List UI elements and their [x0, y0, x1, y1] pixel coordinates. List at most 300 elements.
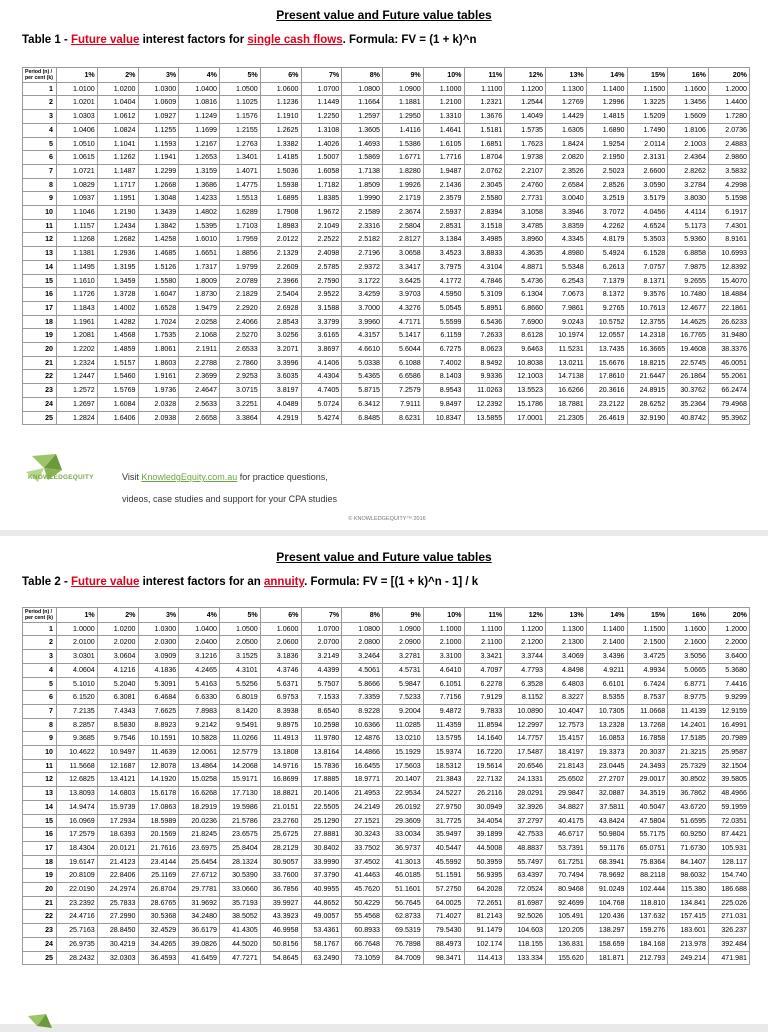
factor-cell: 134.841 — [668, 896, 709, 910]
factor-cell: 60.9250 — [668, 828, 709, 842]
factor-cell: 91.1479 — [464, 924, 505, 938]
factor-cell: 20.1407 — [383, 773, 424, 787]
factor-cell: 16.7765 — [668, 329, 709, 343]
factor-cell: 1.1400 — [586, 82, 627, 96]
factor-cell: 3.3417 — [383, 260, 424, 274]
factor-cell: 1.7490 — [627, 123, 668, 137]
factor-cell: 1.6047 — [138, 288, 179, 302]
rate-header: 7% — [301, 608, 342, 623]
factor-cell: 23.4144 — [138, 855, 179, 869]
factor-cell: 3.9960 — [342, 315, 383, 329]
factor-cell: 3.2784 — [668, 178, 709, 192]
factor-cell: 4.7405 — [301, 384, 342, 398]
factor-cell: 2.0800 — [342, 636, 383, 650]
factor-cell: 16.0969 — [57, 814, 98, 828]
factor-cell: 18.8821 — [260, 787, 301, 801]
factor-cell: 2.1829 — [220, 288, 261, 302]
factor-cell: 18.9771 — [342, 773, 383, 787]
factor-cell: 4.3104 — [464, 260, 505, 274]
factor-cell: 79.4968 — [709, 397, 750, 411]
factor-cell: 6.6330 — [179, 691, 220, 705]
factor-cell: 30.4219 — [97, 937, 138, 951]
factor-cell: 2.1200 — [505, 636, 546, 650]
factor-cell: 1.5513 — [220, 192, 261, 206]
factor-cell: 1.3108 — [301, 123, 342, 137]
period-cell: 2 — [23, 96, 57, 110]
factor-cell: 1.1487 — [97, 164, 138, 178]
factor-cell: 5.5599 — [423, 315, 464, 329]
factor-cell: 75.8364 — [627, 855, 668, 869]
table-row — [23, 622, 750, 636]
factor-cell: 3.3421 — [464, 650, 505, 664]
factor-cell: 1.0612 — [97, 110, 138, 124]
factor-cell: 1.6895 — [260, 192, 301, 206]
table-row — [23, 329, 750, 343]
factor-cell: 34.8827 — [546, 800, 587, 814]
factor-cell: 1.0900 — [383, 622, 424, 636]
factor-cell: 3.8359 — [546, 219, 587, 233]
factor-cell: 1.2202 — [57, 343, 98, 357]
factor-cell: 1.6406 — [97, 411, 138, 425]
factor-cell: 2.8531 — [423, 219, 464, 233]
factor-cell: 14.2068 — [220, 759, 261, 773]
factor-cell: 14.9474 — [57, 800, 98, 814]
factor-cell: 32.1504 — [709, 759, 750, 773]
factor-cell: 2.1068 — [179, 329, 220, 343]
factor-cell: 26.1864 — [668, 370, 709, 384]
factor-cell: 118.810 — [627, 896, 668, 910]
factor-cell: 4.2919 — [260, 411, 301, 425]
factor-cell: 14.1640 — [464, 732, 505, 746]
factor-cell: 5.0338 — [342, 356, 383, 370]
factor-cell: 63.4397 — [505, 869, 546, 883]
factor-cell: 2.1600 — [668, 636, 709, 650]
table2-highlight-future-value: Future value — [71, 576, 140, 588]
table-row — [23, 841, 750, 855]
factor-cell: 29.3609 — [383, 814, 424, 828]
factor-cell: 3.1384 — [423, 233, 464, 247]
factor-cell: 4.6410 — [423, 663, 464, 677]
factor-cell: 7.6900 — [505, 315, 546, 329]
factor-cell: 79.5430 — [423, 924, 464, 938]
table2-title — [22, 576, 478, 588]
factor-cell: 1.1000 — [423, 82, 464, 96]
factor-cell: 9.2142 — [179, 718, 220, 732]
factor-cell: 271.031 — [709, 910, 750, 924]
factor-cell: 2.1950 — [586, 151, 627, 165]
knowledgequity-link[interactable]: KnowledgEquity.com.au — [141, 472, 238, 482]
factor-cell: 4.4114 — [668, 206, 709, 220]
factor-cell: 3.1588 — [301, 301, 342, 315]
factor-cell: 7.2135 — [57, 704, 98, 718]
factor-cell: 11.4639 — [138, 746, 179, 760]
period-cell: 20 — [23, 883, 57, 897]
factor-cell: 25.6454 — [179, 855, 220, 869]
factor-cell: 118.155 — [505, 937, 546, 951]
factor-cell: 91.0249 — [586, 883, 627, 897]
factor-cell: 8.3938 — [260, 704, 301, 718]
factor-cell: 76.7898 — [383, 937, 424, 951]
factor-cell: 1.3195 — [97, 260, 138, 274]
factor-cell: 41.4463 — [342, 869, 383, 883]
factor-cell: 41.3013 — [383, 855, 424, 869]
knowledgequity-logo-icon-2 — [22, 1012, 82, 1032]
table-row — [23, 356, 750, 370]
factor-cell: 1.9926 — [383, 178, 424, 192]
factor-cell: 3.1722 — [342, 274, 383, 288]
factor-cell: 26.0192 — [383, 800, 424, 814]
factor-cell: 1.4002 — [97, 301, 138, 315]
factor-cell: 2.1100 — [464, 636, 505, 650]
factor-cell: 1.1236 — [260, 96, 301, 110]
factor-cell: 2.0122 — [260, 233, 301, 247]
table-row — [23, 759, 750, 773]
factor-cell: 31.7725 — [423, 814, 464, 828]
table-row — [23, 773, 750, 787]
rate-header: 20% — [709, 68, 750, 83]
factor-cell: 5.0665 — [668, 663, 709, 677]
factor-cell: 34.4054 — [464, 814, 505, 828]
factor-cell: 1.0200 — [97, 622, 138, 636]
factor-cell: 13.0210 — [383, 732, 424, 746]
factor-cell: 1.5609 — [668, 110, 709, 124]
table-row — [23, 650, 750, 664]
factor-cell: 28.2432 — [57, 951, 98, 965]
period-cell: 16 — [23, 288, 57, 302]
factor-cell: 1.9161 — [138, 370, 179, 384]
rate-header: 12% — [505, 608, 546, 623]
factor-cell: 3.8197 — [260, 384, 301, 398]
factor-cell: 29.7781 — [179, 883, 220, 897]
factor-cell: 8.2857 — [57, 718, 98, 732]
period-cell: 11 — [23, 759, 57, 773]
factor-cell: 2.4098 — [301, 247, 342, 261]
factor-cell: 11.4913 — [260, 732, 301, 746]
rate-header: 16% — [668, 608, 709, 623]
factor-cell: 3.6400 — [709, 650, 750, 664]
factor-cell: 4.2998 — [709, 178, 750, 192]
factor-cell: 1.1726 — [57, 288, 98, 302]
period-cell: 8 — [23, 718, 57, 732]
factor-cell: 1.1610 — [57, 274, 98, 288]
factor-cell: 5.8666 — [342, 677, 383, 691]
factor-cell: 1.4693 — [342, 137, 383, 151]
factor-cell: 13.5855 — [464, 411, 505, 425]
factor-cell: 7.3359 — [342, 691, 383, 705]
footer — [22, 448, 752, 528]
factor-cell: 15.7836 — [301, 759, 342, 773]
factor-cell: 21.6447 — [627, 370, 668, 384]
factor-cell: 65.0751 — [627, 841, 668, 855]
factor-cell: 39.9927 — [260, 896, 301, 910]
factor-cell: 66.2474 — [709, 384, 750, 398]
factor-cell: 1.8509 — [342, 178, 383, 192]
factor-cell: 1.5395 — [179, 219, 220, 233]
factor-cell: 13.5523 — [505, 384, 546, 398]
factor-cell: 14.2401 — [668, 718, 709, 732]
factor-cell: 17.8885 — [301, 773, 342, 787]
factor-cell: 31.9692 — [179, 896, 220, 910]
factor-cell: 3.4259 — [342, 288, 383, 302]
factor-cell: 1.9487 — [423, 164, 464, 178]
factor-cell: 6.6101 — [586, 677, 627, 691]
factor-cell: 17.5185 — [668, 732, 709, 746]
rate-header: 16% — [668, 68, 709, 83]
factor-cell: 22.5745 — [668, 356, 709, 370]
factor-cell: 1.0200 — [97, 82, 138, 96]
factor-cell: 3.1525 — [220, 650, 261, 664]
factor-cell: 1.1699 — [179, 123, 220, 137]
factor-cell: 43.6720 — [668, 800, 709, 814]
factor-cell: 1.0700 — [301, 622, 342, 636]
footer-line-2: videos, case studies and support for your CPA studies — [122, 494, 337, 504]
factor-cell: 1.0100 — [57, 82, 98, 96]
factor-cell: 81.6987 — [505, 896, 546, 910]
factor-cell: 2.8543 — [260, 315, 301, 329]
factor-cell: 2.0200 — [97, 636, 138, 650]
factor-cell: 5.3091 — [138, 677, 179, 691]
factor-cell: 5.8715 — [342, 384, 383, 398]
factor-cell: 43.3923 — [260, 910, 301, 924]
period-cell: 18 — [23, 855, 57, 869]
factor-cell: 19.6147 — [57, 855, 98, 869]
factor-cell: 1.9799 — [220, 260, 261, 274]
period-cell: 2 — [23, 636, 57, 650]
factor-cell: 21.3215 — [668, 746, 709, 760]
factor-cell: 1.0829 — [57, 178, 98, 192]
factor-cell: 1.4185 — [260, 151, 301, 165]
factor-cell: 5.3503 — [627, 233, 668, 247]
factor-cell: 22.7132 — [464, 773, 505, 787]
factor-cell: 1.2668 — [138, 178, 179, 192]
factor-cell: 128.117 — [709, 855, 750, 869]
factor-cell: 3.3864 — [220, 411, 261, 425]
factor-cell: 6.1520 — [57, 691, 98, 705]
factor-cell: 1.2434 — [97, 219, 138, 233]
rate-header: 4% — [179, 68, 220, 83]
factor-cell: 11.0668 — [627, 704, 668, 718]
factor-cell: 184.168 — [627, 937, 668, 951]
factor-cell: 6.3081 — [97, 691, 138, 705]
factor-cell: 2.0736 — [709, 123, 750, 137]
factor-cell: 2.9372 — [342, 260, 383, 274]
factor-cell: 2.2788 — [179, 356, 220, 370]
factor-cell: 5.8951 — [464, 301, 505, 315]
factor-cell: 7.6625 — [138, 704, 179, 718]
factor-cell: 4.8179 — [586, 233, 627, 247]
period-cell: 25 — [23, 951, 57, 965]
factor-cell: 28.1324 — [220, 855, 261, 869]
period-cell: 5 — [23, 137, 57, 151]
table-row — [23, 192, 750, 206]
factor-cell: 10.9497 — [97, 746, 138, 760]
period-cell: 13 — [23, 247, 57, 261]
factor-cell: 1.9479 — [179, 301, 220, 315]
factor-cell: 3.0604 — [97, 650, 138, 664]
factor-cell: 3.4725 — [627, 650, 668, 664]
factor-cell: 1.6851 — [464, 137, 505, 151]
factor-cell: 1.2625 — [260, 123, 301, 137]
factor-cell: 1.2000 — [709, 82, 750, 96]
factor-cell: 28.0291 — [505, 787, 546, 801]
factor-cell: 1.4429 — [546, 110, 587, 124]
factor-cell: 2.5633 — [179, 397, 220, 411]
factor-cell: 1.6890 — [586, 123, 627, 137]
factor-cell: 105.931 — [709, 841, 750, 855]
factor-cell: 2.3966 — [260, 274, 301, 288]
factor-cell: 73.1059 — [342, 951, 383, 965]
rate-header: 20% — [709, 608, 750, 623]
factor-cell: 1.5580 — [138, 274, 179, 288]
factor-cell: 1.1961 — [57, 315, 98, 329]
factor-cell: 1.2769 — [546, 96, 587, 110]
period-cell: 3 — [23, 110, 57, 124]
rate-header: 14% — [586, 68, 627, 83]
period-cell: 8 — [23, 178, 57, 192]
factor-cell: 72.2651 — [464, 896, 505, 910]
factor-cell: 4.3635 — [505, 247, 546, 261]
factor-cell: 2.6533 — [220, 343, 261, 357]
factor-cell: 1.1025 — [220, 96, 261, 110]
factor-cell: 2.2609 — [260, 260, 301, 274]
factor-cell: 7.1379 — [586, 274, 627, 288]
factor-cell: 6.4684 — [138, 691, 179, 705]
factor-cell: 12.2392 — [464, 397, 505, 411]
rate-header: 11% — [464, 68, 505, 83]
factor-cell: 25.7163 — [57, 924, 98, 938]
factor-cell: 12.9159 — [709, 704, 750, 718]
factor-cell: 14.4866 — [342, 746, 383, 760]
factor-cell: 5.3109 — [464, 288, 505, 302]
factor-cell: 49.0057 — [301, 910, 342, 924]
factor-cell: 1.0721 — [57, 164, 98, 178]
factor-cell: 3.2519 — [586, 192, 627, 206]
factor-cell: 44.5020 — [220, 937, 261, 951]
factor-cell: 5.4736 — [505, 274, 546, 288]
factor-cell: 28.2129 — [260, 841, 301, 855]
factor-cell: 92.5026 — [505, 910, 546, 924]
factor-cell: 20.6546 — [505, 759, 546, 773]
factor-cell: 1.6105 — [423, 137, 464, 151]
factor-cell: 1.4815 — [586, 110, 627, 124]
factor-cell: 12.0557 — [586, 329, 627, 343]
factor-cell: 24.2149 — [342, 800, 383, 814]
factor-cell: 53.4361 — [301, 924, 342, 938]
factor-cell: 186.688 — [709, 883, 750, 897]
factor-cell: 29.0017 — [627, 773, 668, 787]
factor-cell: 24.1331 — [505, 773, 546, 787]
factor-cell: 16.6455 — [342, 759, 383, 773]
factor-cell: 14.6803 — [97, 787, 138, 801]
factor-cell: 12.8078 — [138, 759, 179, 773]
factor-cell: 6.8660 — [505, 301, 546, 315]
page-title: Present value and Future value tables — [276, 8, 492, 22]
factor-cell: 7.9111 — [383, 397, 424, 411]
factor-cell: 6.2278 — [464, 677, 505, 691]
factor-cell: 59.1959 — [709, 800, 750, 814]
factor-cell: 1.1664 — [342, 96, 383, 110]
factor-cell: 40.8742 — [668, 411, 709, 425]
factor-cell: 10.7613 — [627, 301, 668, 315]
period-cell: 3 — [23, 650, 57, 664]
factor-cell: 20.8109 — [57, 869, 98, 883]
factor-cell: 1.0615 — [57, 151, 98, 165]
factor-cell: 37.3790 — [301, 869, 342, 883]
period-cell: 12 — [23, 773, 57, 787]
factor-cell: 24.2974 — [97, 883, 138, 897]
factor-cell: 60.8933 — [342, 924, 383, 938]
factor-cell: 1.3048 — [138, 192, 179, 206]
factor-cell: 1.2167 — [179, 137, 220, 151]
footer-visit-line — [122, 472, 328, 482]
factor-cell: 18.6393 — [97, 828, 138, 842]
factor-cell: 71.6730 — [668, 841, 709, 855]
factor-cell: 2.4364 — [668, 151, 709, 165]
factor-cell: 22.0190 — [57, 883, 98, 897]
factor-cell: 16.7858 — [627, 732, 668, 746]
factor-cell: 6.8858 — [668, 247, 709, 261]
factor-cell: 1.9254 — [586, 137, 627, 151]
factor-cell: 14.7757 — [505, 732, 546, 746]
period-cell: 10 — [23, 206, 57, 220]
factor-cell: 10.4047 — [546, 704, 587, 718]
factor-cell: 11.9780 — [301, 732, 342, 746]
period-cell: 16 — [23, 828, 57, 842]
factor-cell: 1.1041 — [97, 137, 138, 151]
factor-cell: 1.0300 — [138, 82, 179, 96]
factor-cell: 51.1591 — [423, 869, 464, 883]
factor-cell: 6.1528 — [627, 247, 668, 261]
factor-cell: 9.2765 — [586, 301, 627, 315]
factor-cell: 2.3131 — [627, 151, 668, 165]
factor-cell: 1.5460 — [97, 370, 138, 384]
factor-cell: 26.6233 — [709, 315, 750, 329]
rate-header: 2% — [97, 608, 138, 623]
factor-cell: 2.0300 — [138, 636, 179, 650]
table-row — [23, 137, 750, 151]
factor-cell: 3.4985 — [464, 233, 505, 247]
factor-cell: 17.2579 — [57, 828, 98, 842]
factor-cell: 64.2028 — [464, 883, 505, 897]
visit-suffix: for practice questions, — [237, 472, 328, 482]
factor-cell: 2.5270 — [220, 329, 261, 343]
factor-cell: 30.3243 — [342, 828, 383, 842]
factor-cell: 48.8837 — [505, 841, 546, 855]
factor-cell: 2.7590 — [301, 274, 342, 288]
factor-cell: 1.0800 — [342, 82, 383, 96]
factor-cell: 13.7268 — [627, 718, 668, 732]
rate-header: 13% — [546, 68, 587, 83]
table-row — [23, 855, 750, 869]
factor-cell: 1.4026 — [301, 137, 342, 151]
factor-cell: 4.3345 — [546, 233, 587, 247]
factor-cell: 1.6528 — [138, 301, 179, 315]
factor-cell: 2.4066 — [220, 315, 261, 329]
factor-cell: 1.2697 — [57, 397, 98, 411]
factor-cell: 3.8960 — [505, 233, 546, 247]
table-row — [23, 384, 750, 398]
factor-cell: 1.8106 — [668, 123, 709, 137]
factor-cell: 16.3665 — [627, 343, 668, 357]
factor-cell: 15.4157 — [546, 732, 587, 746]
factor-cell: 43.8424 — [586, 814, 627, 828]
factor-cell: 3.0658 — [383, 247, 424, 261]
factor-cell: 1.7959 — [220, 233, 261, 247]
visit-prefix: Visit — [122, 472, 142, 482]
factor-cell: 1.2950 — [383, 110, 424, 124]
factor-cell: 9.3685 — [57, 732, 98, 746]
factor-cell: 2.3526 — [546, 164, 587, 178]
